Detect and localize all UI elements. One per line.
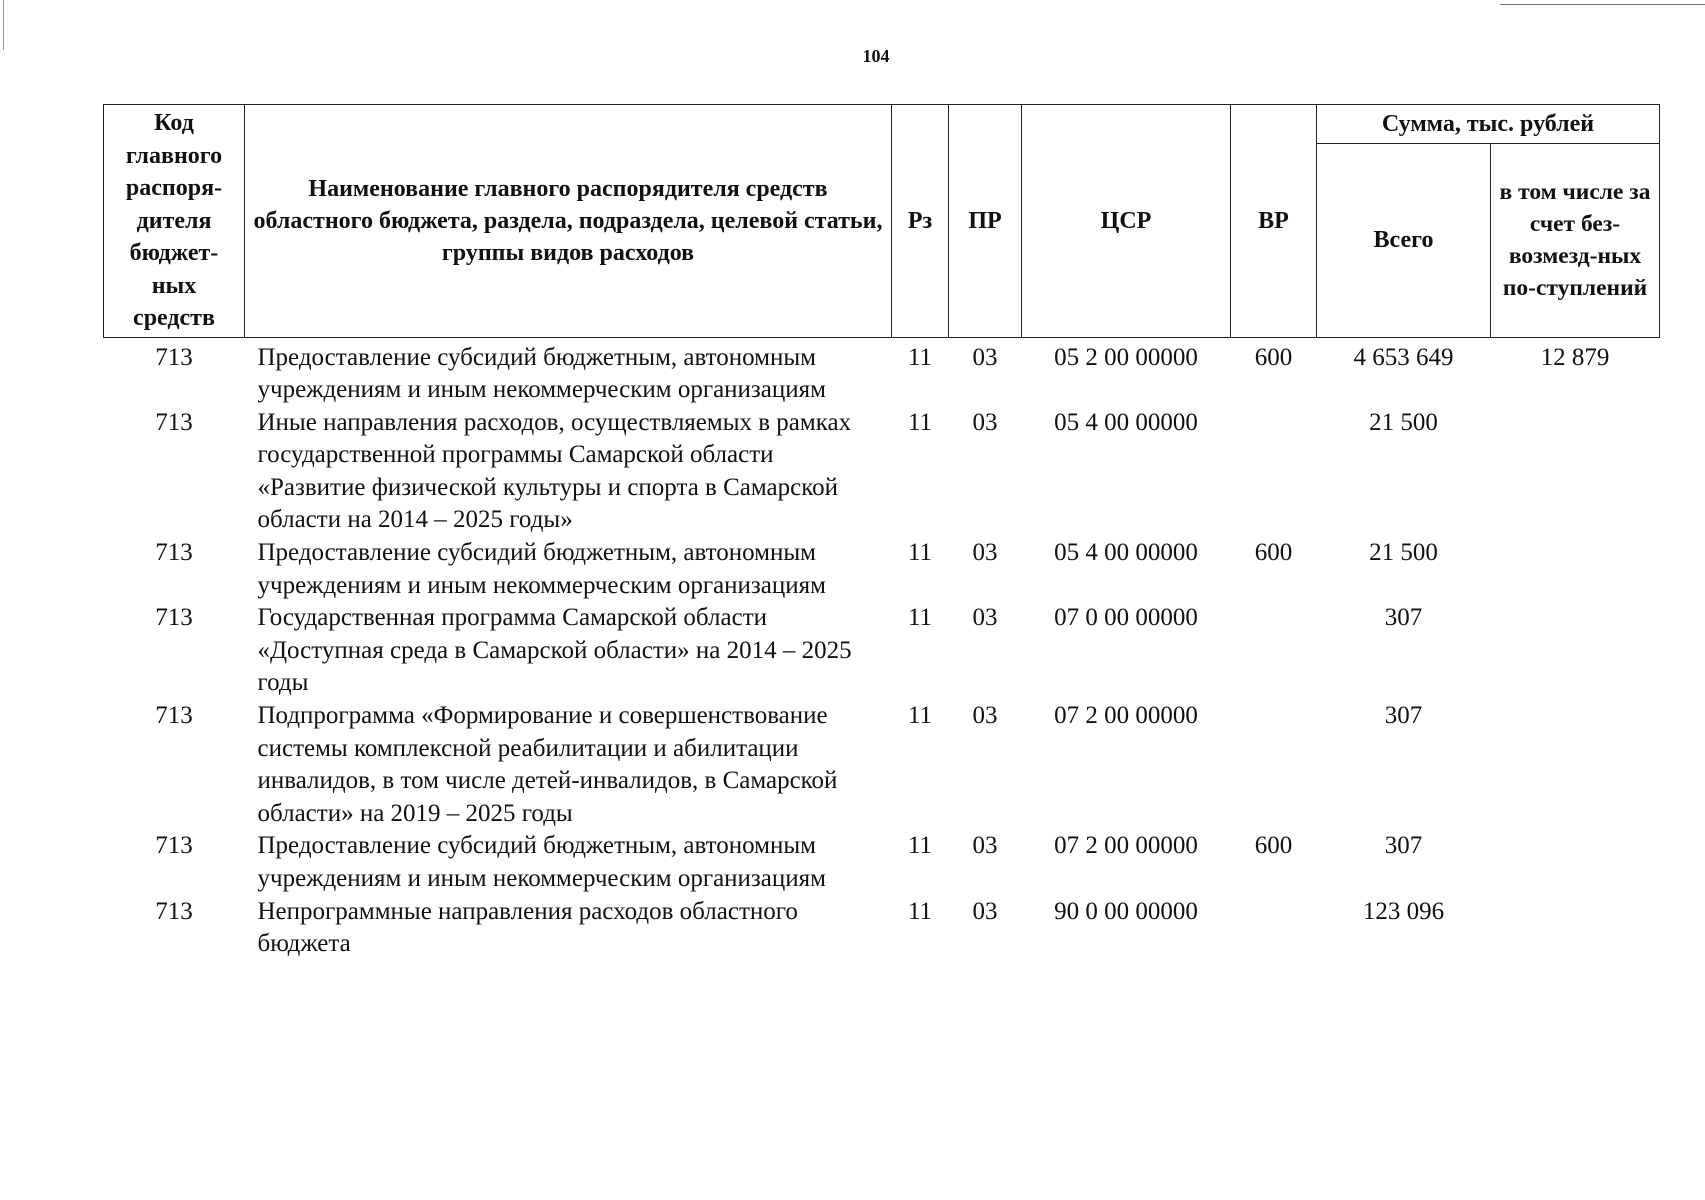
table-body [104,337,1660,961]
cell-rz: 11 [907,832,933,860]
budget-table [103,104,1660,961]
cell-rz: 11 [907,897,933,925]
header-sum: Сумма, тыс. рублей [1317,105,1660,144]
header-rz: Рз [892,105,949,338]
cell-incl [1491,700,1660,830]
cell-name: Государственная программа Самарской области «Доступная среда в Самарской области» на 2014 – 2025 годы [257,604,852,697]
cell-name: Предоставление субсидий бюджетным, автономным учреждениям и иным некоммерческим организациям [257,539,826,599]
cell-csr: 07 0 00 00000 [1054,604,1198,632]
table-row [104,602,1660,700]
cell-csr: 90 0 00 00000 [1054,897,1198,925]
table-row [104,407,1660,537]
cell-total: 21 500 [1369,539,1438,567]
header-name: Наименование главного распорядителя средств областного бюджета, раздела, подраздела, целевой статьи, группы видов расходов [245,105,892,338]
table-row [104,337,1660,407]
cell-vr [1231,407,1317,537]
cell-code: 713 [155,897,193,925]
table-row [104,896,1660,961]
cell-code: 713 [155,832,193,860]
cell-total: 4 653 649 [1353,343,1454,371]
cell-csr: 05 4 00 00000 [1054,408,1198,436]
header-total: Всего [1317,144,1491,338]
cell-pr: 03 [972,832,998,860]
cell-pr: 03 [972,539,998,567]
scan-artifact-line [1500,4,1705,5]
table-row [104,700,1660,830]
cell-name: Подпрограмма «Формирование и совершенствование системы комплексной реабилитации и абилитации инвалидов, в том числе детей-инвалидов, в Самарской области» на 2019 – 2025 годы [257,702,838,827]
cell-vr: 600 [1254,832,1293,860]
cell-rz: 11 [907,702,933,730]
page-number: 104 [862,46,890,66]
cell-rz: 11 [907,343,933,371]
cell-incl [1491,896,1660,961]
cell-code: 713 [155,539,193,567]
cell-vr [1231,700,1317,830]
cell-vr [1231,602,1317,700]
cell-pr: 03 [972,343,998,371]
table-row [104,537,1660,602]
header-vr: ВР [1231,105,1317,338]
table-row [104,830,1660,895]
cell-rz: 11 [907,539,933,567]
cell-incl [1491,407,1660,537]
cell-incl [1491,830,1660,895]
cell-pr: 03 [972,604,998,632]
cell-incl [1491,602,1660,700]
cell-vr: 600 [1254,343,1293,371]
cell-pr: 03 [972,408,998,436]
cell-vr [1231,896,1317,961]
cell-name: Предоставление субсидий бюджетным, автономным учреждениям и иным некоммерческим организациям [257,832,826,892]
cell-pr: 03 [972,897,998,925]
cell-code: 713 [155,604,193,632]
cell-incl [1491,537,1660,602]
header-pr: ПР [949,105,1022,338]
header-csr: ЦСР [1022,105,1231,338]
cell-csr: 07 2 00 00000 [1054,832,1198,860]
cell-name: Непрограммные направления расходов областного бюджета [257,897,798,958]
cell-csr: 05 4 00 00000 [1054,539,1198,567]
cell-rz: 11 [907,604,933,632]
cell-total: 307 [1384,604,1423,632]
cell-code: 713 [155,702,193,730]
cell-csr: 07 2 00 00000 [1054,702,1198,730]
cell-total: 307 [1384,702,1423,730]
cell-pr: 03 [972,702,998,730]
cell-total: 307 [1384,832,1423,860]
header-incl: в том числе за счет без-возмезд-ных по-ступлений [1491,144,1660,338]
cell-code: 713 [155,343,193,371]
cell-incl: 12 879 [1540,343,1610,371]
cell-name: Иные направления расходов, осуществляемых в рамках государственной программы Самарской области «Развитие физической культуры и спорта в Самарской области на 2014 – 2025 годы» [257,408,852,534]
cell-rz: 11 [907,408,933,436]
cell-total: 123 096 [1362,897,1445,925]
cell-code: 713 [155,408,193,436]
scan-artifact-line [3,0,4,50]
header-code: Код главного распоря-дителя бюджет-ных средств [104,105,245,338]
cell-csr: 05 2 00 00000 [1054,343,1198,371]
cell-total: 21 500 [1369,408,1438,436]
cell-name: Предоставление субсидий бюджетным, автономным учреждениям и иным некоммерческим организациям [257,343,826,404]
table-header [104,105,1660,338]
cell-vr: 600 [1254,539,1293,567]
